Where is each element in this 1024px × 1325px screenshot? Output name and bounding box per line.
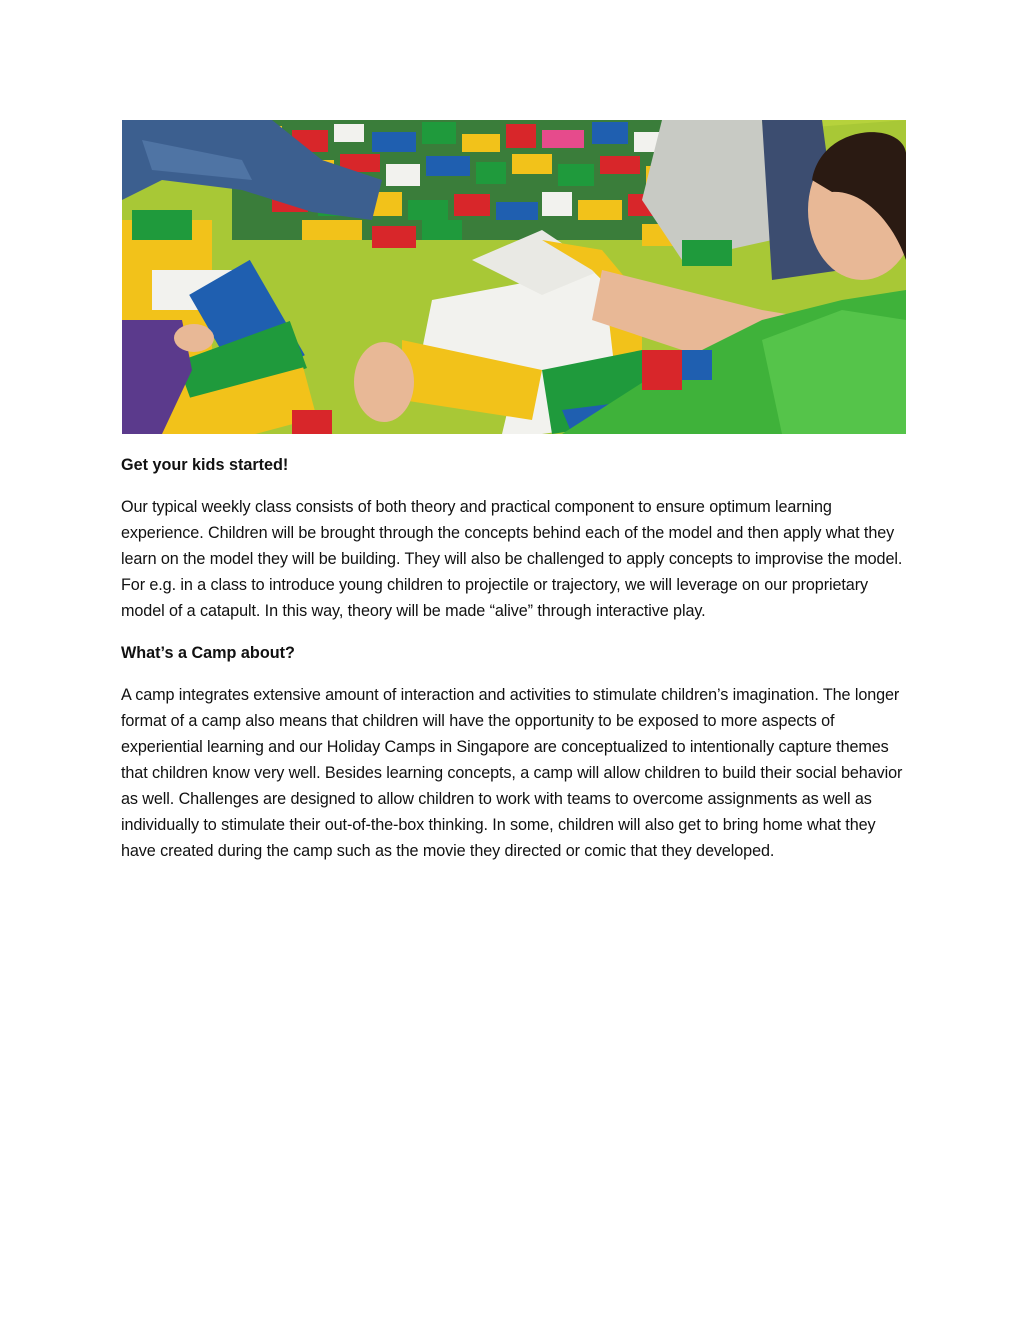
paragraph-camp: A camp integrates extensive amount of interaction and activities to stimulate children’s imagination. The longer format of a camp also means that children will have the opportunity to be exposed to more aspects of experiential learning and our Holiday Camps in Singapore are conceptualized to intentionally capture themes that children know very well. Besides learning concepts, a camp will allow children to build their social behavior as well. Challenges are designed to allow children to work with teams to overcome assignments as well as individually to stimulate their out-of-the-box thinking. In some, children will also get to bring home what they have created during the camp such as the movie they directed or comic that they developed. bbox=[121, 686, 903, 860]
paragraph-weekly-class: Our typical weekly class consists of both theory and practical component to ensure optimum learning experience. Children will be brought through the concepts behind each of the model and then apply what they learn on the model they will be building. They will also be challenged to apply concepts to improvise the model. For e.g. in a class to introduce young children to projectile or trajectory, we will leverage on our proprietary model of a catapult. In this way, theory will be made “alive” through interactive play. bbox=[121, 498, 903, 620]
article-content bbox=[121, 452, 911, 864]
child-hand bbox=[354, 342, 414, 422]
heading-camp-about: What’s a Camp about? bbox=[121, 644, 295, 662]
heading-get-kids-started: Get your kids started! bbox=[121, 456, 289, 474]
lego-photo bbox=[122, 120, 906, 434]
lego-photo-illustration bbox=[122, 120, 906, 434]
